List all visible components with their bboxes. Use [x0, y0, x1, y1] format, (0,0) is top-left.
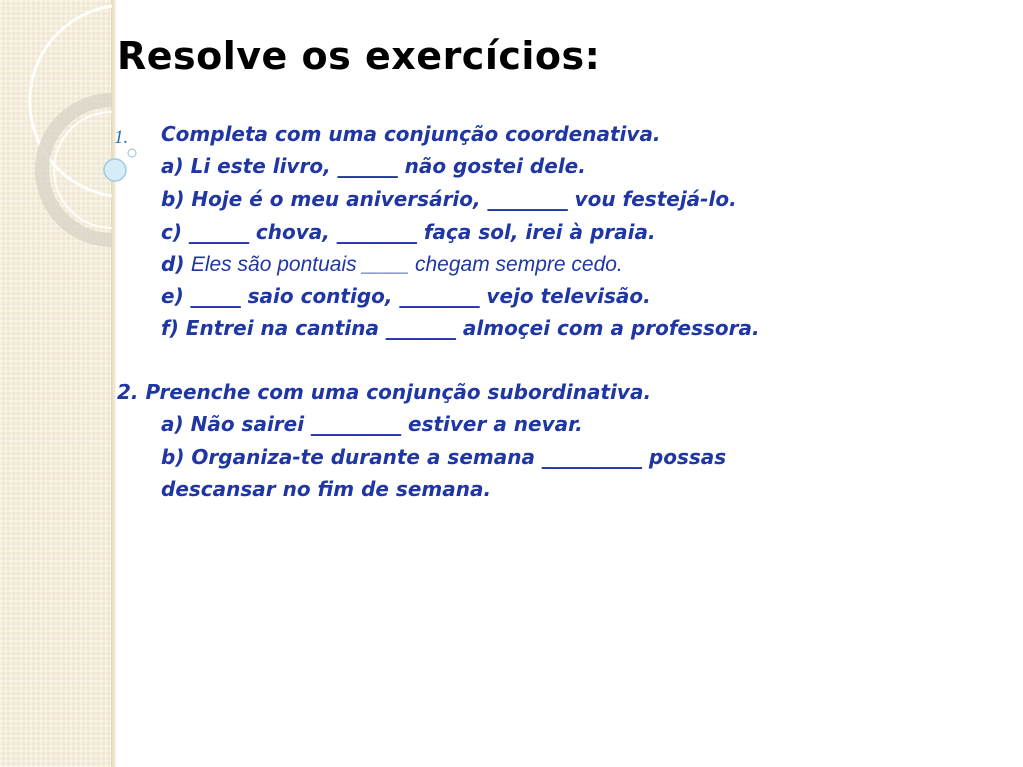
exercise1-item-d-label: d): [161, 252, 185, 276]
exercise1-item-d-text: Eles são pontuais ____ chegam sempre cedo.: [190, 253, 623, 276]
exercise1-item-d: [161, 252, 623, 277]
exercise1-item-a: a) Li este livro, ______ não gostei dele.: [161, 154, 586, 178]
exercise1-instruction: Completa com uma conjunção coordenativa.: [161, 122, 661, 146]
exercise1-item-f: f) Entrei na cantina _______ almoçei com a professora.: [161, 316, 760, 340]
exercise2-item-b: b) Organiza-te durante a semana __________ possas: [161, 445, 727, 469]
exercise1-item-c: c) ______ chova, ________ faça sol, irei à praia.: [161, 220, 656, 244]
exercise2-item-b-continuation: descansar no fim de semana.: [161, 477, 492, 501]
exercise1-item-b: b) Hoje é o meu aniversário, ________ vou festejá-lo.: [161, 187, 737, 211]
exercise2-item-a: a) Não sairei _________ estiver a nevar.: [161, 412, 583, 436]
exercise1-item-e: e) _____ saio contigo, ________ vejo televisão.: [161, 284, 651, 308]
exercise2-instruction: 2. Preenche com uma conjunção subordinativa.: [117, 380, 652, 404]
slide-title: Resolve os exercícios:: [117, 34, 601, 78]
bullet-number: 1.: [114, 127, 129, 148]
